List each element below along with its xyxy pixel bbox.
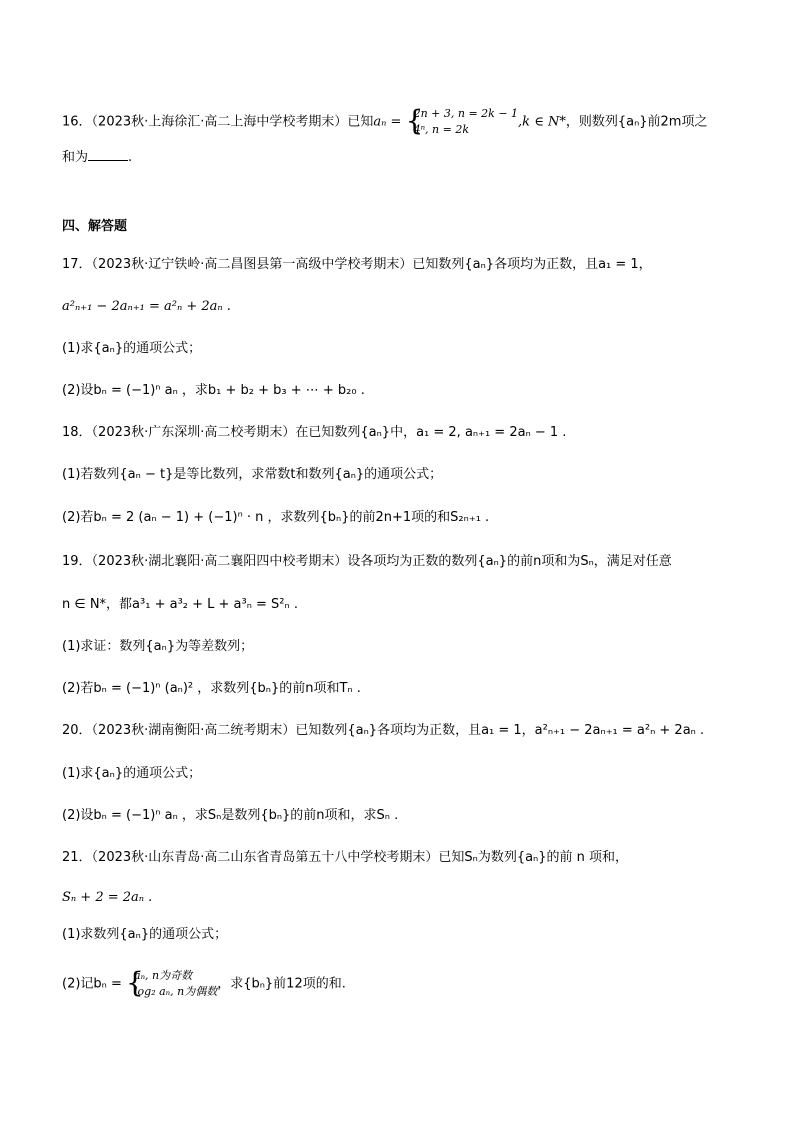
q16-an-eq: aₙ =: [373, 114, 402, 130]
q16-mid: ，则数列{aₙ}前2m项之: [565, 114, 708, 130]
q16-line-2: [62, 146, 132, 167]
q18-line-1: 18．（2023秋·广东深圳·高二校考期末）在已知数列{aₙ}中，a₁ = 2, aₙ₊₁ = 2aₙ − 1 .: [62, 425, 567, 440]
q17-part-2: (2)设bₙ = (−1)ⁿ aₙ ，求b₁ + b₂ + b₃ + ⋯ + b₂₀ .: [62, 383, 365, 398]
section-heading: 四、解答题: [62, 219, 128, 234]
q18-part-2: (2)若bₙ = 2 (aₙ − 1) + (−1)ⁿ · n ，求数列{bₙ}的前2n+1项的和S₂ₙ₊₁ .: [62, 510, 490, 525]
q16-case-2: 4ⁿ, n = 2k: [413, 123, 470, 136]
q19-part-2: (2)若bₙ = (−1)ⁿ (aₙ)² ，求数列{bₙ}的前n项和Tₙ .: [62, 681, 361, 696]
q21-p2-prefix: (2)记bₙ =: [62, 976, 122, 992]
q20-part-2: (2)设bₙ = (−1)ⁿ aₙ ，求Sₙ是数列{bₙ}的前n项和，求Sₙ .: [62, 808, 399, 823]
q16-answer-blank[interactable]: [88, 146, 128, 161]
q21-line-1: 21．（2023秋·山东青岛·高二山东省青岛第五十八中学校考期末）已知Sₙ为数列{aₙ}的前 n 项和，: [62, 850, 629, 865]
q16-brace: {: [405, 104, 424, 137]
q16-prefix: 16．（2023秋·上海徐汇·高二上海中学校考期末）已知: [62, 114, 374, 130]
q17-line-2: a²ₙ₊₁ − 2aₙ₊₁ = a²ₙ + 2aₙ .: [62, 299, 231, 314]
q21-p2-suffix: ，求{bₙ}前12项的和.: [217, 976, 346, 992]
q16-end: .: [128, 150, 133, 165]
q17-part-1: (1)求{aₙ}的通项公式；: [62, 341, 202, 356]
q16-line-1: [62, 106, 707, 138]
q20-part-1: (1)求{aₙ}的通项公式；: [62, 766, 202, 781]
q19-line-2: n ∈ N*，都a³₁ + a³₂ + L + a³ₙ = S²ₙ .: [62, 597, 298, 612]
q21-brace: {: [126, 966, 144, 999]
q19-line-1: 19．（2023秋·湖北襄阳·高二襄阳四中校考期末）设各项均为正数的数列{aₙ}的前n项和为Sₙ，满足对任意: [62, 554, 672, 569]
q21-part-2: [62, 968, 346, 1000]
q21-part-1: (1)求数列{aₙ}的通项公式；: [62, 927, 228, 942]
q20-line-1: 20．（2023秋·湖南衡阳·高二统考期末）已知数列{aₙ}各项均为正数，且a₁ = 1，a²ₙ₊₁ − 2aₙ₊₁ = a²ₙ + 2aₙ .: [62, 723, 705, 738]
q16-piecewise: [406, 106, 518, 138]
q18-part-1: (1)若数列{aₙ − t}是等比数列，求常数t和数列{aₙ}的通项公式；: [62, 467, 443, 482]
q16-line2-text: 和为: [62, 150, 89, 165]
q21-line-2: Sₙ + 2 = 2aₙ .: [62, 890, 153, 905]
q17-line-1: 17．（2023秋·辽宁铁岭·高二昌图县第一高级中学校考期末）已知数列{aₙ}各项均为正数，且a₁ = 1，: [62, 257, 652, 272]
q21-case-1: aₙ, n为奇数: [134, 969, 193, 982]
q19-part-1: (1)求证：数列{aₙ}为等差数列；: [62, 639, 254, 654]
q16-case-1: 2n + 3, n = 2k − 1: [413, 107, 519, 120]
q21-case-2: log₂ aₙ, n为偶数: [134, 985, 218, 998]
q16-condition: ,k ∈ N*: [518, 114, 566, 130]
q21-piecewise: [126, 968, 217, 1000]
